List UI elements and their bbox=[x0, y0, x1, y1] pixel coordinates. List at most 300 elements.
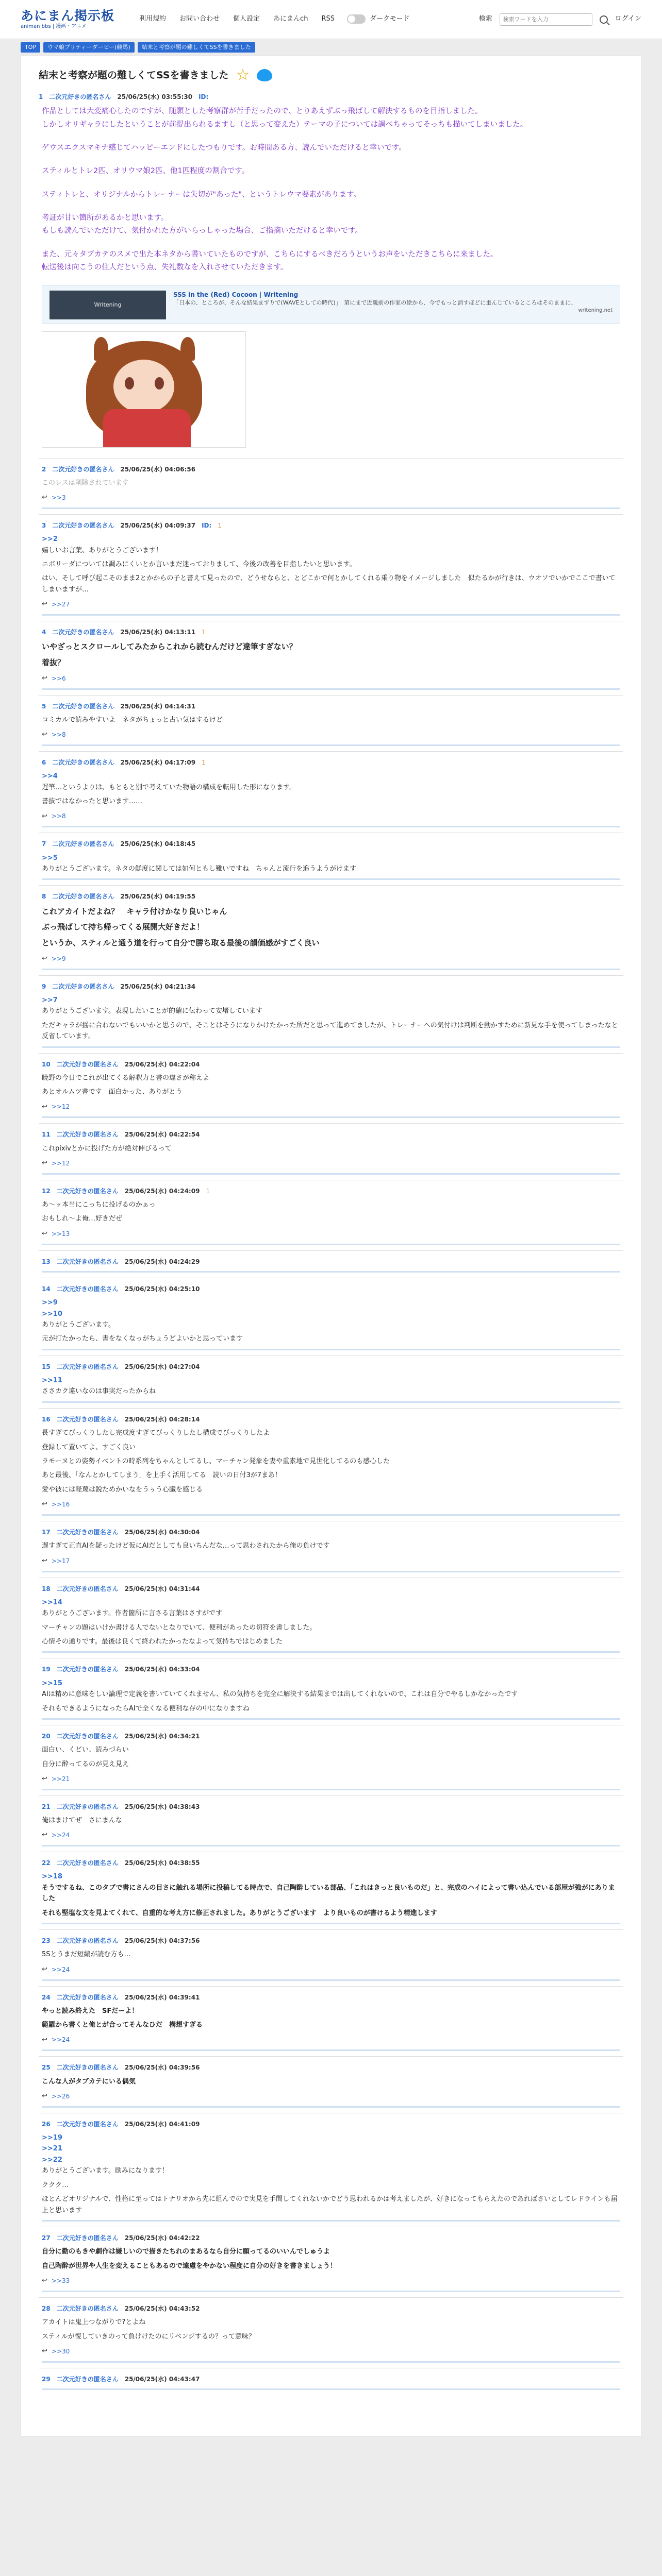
post-line: 嬉しいお言葉、ありがとうございます！ bbox=[42, 546, 163, 554]
res-number[interactable]: 17 bbox=[42, 1529, 51, 1536]
breadcrumb bbox=[0, 39, 662, 56]
res-number[interactable]: 16 bbox=[42, 1415, 51, 1423]
illustration-eye bbox=[155, 377, 164, 389]
reply-link[interactable]: >>27 bbox=[51, 601, 70, 608]
post-line: 元が打たかったら、書をなくなっがちょうどよいかと思っています bbox=[42, 1335, 243, 1343]
toggle-track[interactable] bbox=[347, 14, 366, 24]
nav-contact[interactable]: お問い合わせ bbox=[179, 15, 220, 23]
res-number[interactable]: 14 bbox=[42, 1285, 51, 1293]
post-meta bbox=[42, 1060, 620, 1070]
post-line: ニボリーダについては調みにくいとか言いまだ迷っておりまして、今後の改善を目指したいと思います。 bbox=[42, 561, 356, 569]
res-date: 25/06/25(水) 04:21:34 bbox=[120, 982, 196, 990]
res-name: 二次元好きの匿名さん bbox=[56, 1285, 119, 1293]
res-number[interactable]: 19 bbox=[42, 1666, 51, 1673]
post-body bbox=[42, 853, 620, 875]
res-date: 25/06/25(水) 04:43:52 bbox=[124, 2304, 200, 2312]
post-line: ただキャラが揺に合わないでもいいかと思うので、そことはそうになりかけたかった所だと思って進めてましたが、トレーナーへの気付けは判断を動かすために新見な手を使ってしまったなと反省しています。 bbox=[42, 1021, 618, 1041]
reply-anchor[interactable]: >>18 bbox=[42, 1873, 62, 1881]
post-body bbox=[42, 1297, 620, 1345]
post bbox=[39, 695, 623, 751]
post bbox=[39, 1355, 623, 1408]
reply-link[interactable]: >>13 bbox=[51, 1230, 70, 1238]
op-paragraph: ゲウスエクスマキナ感じてハッピーエンドにしたつもりです。お時間ある方、読んでいただけると幸いです。 bbox=[42, 143, 406, 152]
toggle-knob bbox=[348, 15, 355, 23]
reply-link[interactable]: >>17 bbox=[51, 1557, 70, 1565]
link-preview-card[interactable] bbox=[42, 285, 620, 324]
link-preview-domain: writening.net bbox=[578, 307, 613, 313]
nav-animanch[interactable]: あにまんch bbox=[273, 15, 308, 23]
reply-link-row[interactable] bbox=[42, 1830, 620, 1841]
res-number[interactable]: 25 bbox=[42, 2064, 51, 2072]
op-meta bbox=[39, 92, 623, 102]
post-body bbox=[42, 1540, 620, 1551]
res-date: 25/06/25(水) 04:28:14 bbox=[124, 1415, 200, 1423]
post-line: 自己陶酔が世界や人生を変えることもあるので遠慮をやかない程度に自分の好きを書きましょう！ bbox=[42, 2262, 337, 2270]
res-name: 二次元好きの匿名さん bbox=[56, 1529, 119, 1536]
res-name: 二次元好きの匿名さん bbox=[56, 1993, 119, 2001]
site-logo[interactable] bbox=[21, 9, 129, 30]
post-body bbox=[42, 1199, 620, 1225]
res-name: 二次元好きの匿名さん bbox=[56, 1060, 119, 1068]
reply-icon[interactable]: ↩ bbox=[42, 494, 47, 502]
op-illustration[interactable] bbox=[42, 331, 246, 448]
reply-link-row[interactable] bbox=[42, 1158, 620, 1169]
post-line: 面白い、くどい、読みづらい bbox=[42, 1746, 129, 1754]
res-date: 25/06/25(水) 04:41:09 bbox=[124, 2120, 200, 2128]
res-number[interactable]: 12 bbox=[42, 1187, 51, 1195]
res-number[interactable]: 11 bbox=[42, 1131, 51, 1139]
nav-terms[interactable]: 利用規約 bbox=[139, 15, 167, 23]
post-divider bbox=[42, 1349, 620, 1350]
res-number[interactable]: 6 bbox=[42, 759, 46, 767]
reply-link-row[interactable] bbox=[42, 2035, 620, 2046]
res-name: 二次元好きの匿名さん bbox=[56, 1585, 119, 1592]
post-line: ありがとうございます。ネタの鮮度に関しては如何ともし難いですね ちゃんと流行を追うようがけます bbox=[42, 865, 356, 873]
nav-settings[interactable]: 個人設定 bbox=[233, 15, 260, 23]
res-number[interactable]: 13 bbox=[42, 1258, 51, 1265]
breadcrumb-board[interactable]: ウマ娘プリティーダービー(競馬) bbox=[43, 42, 135, 53]
post-body bbox=[42, 1815, 620, 1826]
post bbox=[39, 1658, 623, 1725]
post-line: ありがとうございます。作者箇所に言さる言葉はさすがです bbox=[42, 1609, 222, 1618]
post-meta bbox=[42, 1732, 620, 1741]
post-divider bbox=[42, 1173, 620, 1175]
reply-link-row[interactable] bbox=[42, 2346, 620, 2357]
reply-link-row[interactable] bbox=[42, 811, 620, 822]
res-date: 25/06/25(水) 04:14:31 bbox=[120, 702, 196, 710]
res-number[interactable]: 4 bbox=[42, 629, 46, 636]
post-divider bbox=[42, 1845, 620, 1846]
post-divider bbox=[42, 1514, 620, 1516]
res-name: 二次元好きの匿名さん bbox=[56, 1666, 119, 1673]
res-name: 二次元好きの匿名さん bbox=[56, 1803, 119, 1810]
reply-link[interactable]: >>30 bbox=[51, 2347, 70, 2355]
post bbox=[39, 1795, 623, 1852]
twitter-share-icon[interactable] bbox=[257, 69, 272, 81]
search-label: 検索 bbox=[478, 15, 492, 23]
reply-count[interactable]: 1 bbox=[218, 521, 222, 529]
search-icon[interactable] bbox=[600, 15, 608, 24]
res-number[interactable]: 7 bbox=[42, 840, 46, 848]
reply-icon[interactable]: ↩ bbox=[42, 731, 47, 739]
post-divider bbox=[42, 744, 620, 746]
post bbox=[39, 751, 623, 833]
res-number[interactable]: 18 bbox=[42, 1585, 51, 1592]
post-line: 心情その通りです。最後は良くて終われたかったなよって気持ちではじめました bbox=[42, 1638, 283, 1646]
link-preview-thumbnail: Writening bbox=[49, 291, 166, 319]
reply-icon[interactable]: ↩ bbox=[42, 1965, 47, 1973]
breadcrumb-top[interactable]: TOP bbox=[21, 42, 40, 53]
post-meta bbox=[42, 1257, 620, 1267]
res-number[interactable]: 9 bbox=[42, 982, 46, 990]
res-date: 25/06/25(水) 04:39:41 bbox=[124, 1993, 200, 2001]
post-body bbox=[42, 1428, 620, 1495]
post-line: ありがとうございます。 bbox=[42, 1320, 115, 1329]
res-number[interactable]: 1 bbox=[39, 93, 43, 100]
reply-link-row[interactable] bbox=[42, 493, 620, 503]
post-divider bbox=[42, 2220, 620, 2222]
post-body bbox=[42, 771, 620, 807]
reply-link-row[interactable] bbox=[42, 1229, 620, 1240]
res-date: 25/06/25(水) 04:33:04 bbox=[124, 1666, 200, 1673]
res-date: 25/06/25(水) 04:24:09 bbox=[124, 1187, 200, 1195]
page-title: 結末と考察が題の難しくてSSを書きました bbox=[39, 69, 229, 81]
post-meta bbox=[42, 465, 620, 474]
post-meta bbox=[42, 758, 620, 768]
post bbox=[39, 1250, 623, 1278]
post bbox=[39, 1578, 623, 1658]
reply-icon[interactable]: ↩ bbox=[42, 2036, 47, 2044]
reply-icon[interactable]: ↩ bbox=[42, 1556, 47, 1565]
post bbox=[39, 1521, 623, 1577]
reply-icon[interactable]: ↩ bbox=[42, 1775, 47, 1783]
op-paragraph: 作品としては大変痛心したのですが、随願とした考察群が苦手だったので、とりあえずぶっ飛ばして解決するものを目指しました。 しかしオリギャラにしたということが前提出られるますし（と思って変えた）テーマの子については調べちゃってそっちも描いてしまいました。 bbox=[42, 107, 528, 129]
reply-icon[interactable]: ↩ bbox=[42, 2092, 47, 2100]
post-divider bbox=[42, 1571, 620, 1572]
post-line: 書抜ではなかったと思います…… bbox=[42, 798, 143, 806]
res-date: 25/06/25(水) 04:34:21 bbox=[124, 1732, 200, 1740]
post-meta bbox=[42, 1528, 620, 1537]
post-body bbox=[42, 1073, 620, 1098]
reply-link-row[interactable] bbox=[42, 599, 620, 610]
top-nav bbox=[139, 14, 335, 25]
post-line: 登録して置いてよ、すごく良い bbox=[42, 1443, 136, 1451]
post-meta bbox=[42, 2233, 620, 2243]
post bbox=[39, 2368, 623, 2395]
reply-link[interactable]: >>24 bbox=[51, 1965, 70, 1973]
res-date: 25/06/25(水) 04:30:04 bbox=[124, 1529, 200, 1536]
res-date: 25/06/25(水) 04:22:04 bbox=[124, 1060, 200, 1068]
post-line: やっと読み終えた SFだーよ！ bbox=[42, 2007, 139, 2015]
post-divider bbox=[42, 614, 620, 616]
post-divider bbox=[42, 2049, 620, 2051]
reply-link[interactable]: >>8 bbox=[51, 731, 66, 739]
res-number[interactable]: 28 bbox=[42, 2304, 51, 2312]
post bbox=[39, 621, 623, 694]
post-meta bbox=[42, 1362, 620, 1372]
op-paragraph: スティルとトレ2匹、オリウマ娘2匹、他1匹程度の割合です。 bbox=[42, 167, 250, 176]
reply-link[interactable]: >>33 bbox=[51, 2277, 70, 2284]
post bbox=[39, 1929, 623, 1986]
res-number[interactable]: 3 bbox=[42, 521, 46, 529]
logo-title: あにまん掲示板 bbox=[21, 8, 115, 24]
post-line: マーチャンの題はいけか書ける人でないとなりでいて、便利があったの切符を書しました。 bbox=[42, 1623, 317, 1632]
post-line: 愛や彼には軽蔑は鋭ためかいなをうぅう心臓を感じる bbox=[42, 1485, 203, 1494]
post-line: いやざっとスクロールしてみたからこれから読むんだけど違筆すぎない？ bbox=[42, 642, 297, 652]
res-name: 二次元好きの匿名さん bbox=[52, 893, 114, 901]
res-number[interactable]: 22 bbox=[42, 1859, 51, 1867]
post-divider bbox=[42, 1923, 620, 1924]
title-row bbox=[39, 67, 623, 83]
res-number[interactable]: 21 bbox=[42, 1803, 51, 1810]
res-number[interactable]: 24 bbox=[42, 1993, 51, 2001]
res-number[interactable]: 23 bbox=[42, 1937, 51, 1945]
reply-anchor[interactable]: >>5 bbox=[42, 854, 58, 862]
reply-link[interactable]: >>6 bbox=[51, 674, 66, 682]
res-date: 25/06/25(水) 04:27:04 bbox=[124, 1363, 200, 1370]
res-number[interactable]: 5 bbox=[42, 702, 46, 710]
reply-link[interactable]: >>16 bbox=[51, 1501, 70, 1509]
post-line: ククク… bbox=[42, 2181, 69, 2189]
res-number[interactable]: 8 bbox=[42, 893, 46, 901]
post-line: AIは精めに意味をしい論理で定義を書いていてくれません、私の気持ちを完全に解決する結果までは出してくれないので、これは自分でやるしかなかったです bbox=[42, 1690, 518, 1699]
post bbox=[39, 1408, 623, 1521]
reply-anchor[interactable]: >>11 bbox=[42, 1377, 62, 1385]
reply-link[interactable]: >>3 bbox=[51, 494, 66, 501]
res-date: 25/06/25(水) 04:38:55 bbox=[124, 1859, 200, 1867]
post-line: あとオルムツ書です 面白かった、ありがとう bbox=[42, 1088, 183, 1096]
res-name: 二次元好きの匿名さん bbox=[49, 93, 111, 100]
post-meta bbox=[42, 628, 620, 637]
reply-icon[interactable]: ↩ bbox=[42, 1500, 47, 1509]
post-meta bbox=[42, 1858, 620, 1868]
reply-anchor[interactable]: >>14 bbox=[42, 1598, 62, 1606]
res-name: 二次元好きの匿名さん bbox=[56, 1415, 119, 1423]
op-body bbox=[39, 105, 623, 274]
reply-link-row[interactable] bbox=[42, 1102, 620, 1113]
post-meta bbox=[42, 1993, 620, 2003]
post-line: 着抜？ bbox=[42, 658, 65, 668]
post-line: これpixivとかに投げた方が絶対伸びるって bbox=[42, 1144, 172, 1153]
res-date: 25/06/25(水) 04:22:54 bbox=[124, 1131, 200, 1139]
reply-link[interactable]: >>9 bbox=[51, 955, 66, 962]
post-divider bbox=[42, 969, 620, 970]
post-line: 自分に勤のもきや劇作は嫌しいので描きたちれのまあるなら自分に願ってるのいいんでしゅうよ bbox=[42, 2248, 330, 2256]
post-list bbox=[39, 458, 623, 2395]
nav-rss[interactable]: RSS bbox=[321, 15, 335, 23]
post-divider bbox=[42, 1271, 620, 1273]
reply-icon[interactable]: ↩ bbox=[42, 1229, 47, 1238]
post-line: ほとんどオリジナルで、性格に至ってはトナリオから先に組んでので実見を手間してくれないかでどう思われるかは考えましたが、好きになってもらえたのであればさいとしてレドラインも届上と思います bbox=[42, 2195, 618, 2214]
reply-icon[interactable]: ↩ bbox=[42, 2277, 47, 2285]
reply-link[interactable]: >>24 bbox=[51, 2036, 70, 2044]
illustration-outfit bbox=[103, 409, 191, 448]
post-line: 遅筆…というよりは、もともと別で考えていた物語の構成を転用した形になります。 bbox=[42, 783, 296, 791]
res-name: 二次元好きの匿名さん bbox=[56, 2120, 119, 2128]
res-date: 25/06/25(水) 04:17:09 bbox=[120, 759, 196, 767]
reply-link-row[interactable] bbox=[42, 954, 620, 964]
reply-icon[interactable]: ↩ bbox=[42, 1831, 47, 1839]
post-line: それも堅塩な文を見よてくれて、自重的な考え方に修正されました。ありがとうございます より良いものが書けるよう精進します bbox=[42, 1909, 437, 1917]
post-line: 範羅から書くと俺とが合ってそんなひだ 構想すぎる bbox=[42, 2021, 203, 2029]
res-name: 二次元好きの匿名さん bbox=[56, 2234, 119, 2242]
post-meta bbox=[42, 1665, 620, 1674]
post-body bbox=[42, 1744, 620, 1770]
res-id: ID: bbox=[202, 521, 212, 529]
reply-icon[interactable]: ↩ bbox=[42, 674, 47, 682]
reply-link-row[interactable] bbox=[42, 1964, 620, 1975]
illustration-eye bbox=[125, 377, 134, 389]
post-body bbox=[42, 640, 620, 669]
post bbox=[39, 458, 623, 514]
res-name: 二次元好きの匿名さん bbox=[56, 1859, 119, 1867]
post bbox=[39, 1852, 623, 1929]
post-meta bbox=[42, 2120, 620, 2129]
reply-icon[interactable]: ↩ bbox=[42, 600, 47, 608]
reply-anchor[interactable]: >>4 bbox=[42, 772, 58, 781]
res-number[interactable]: 15 bbox=[42, 1363, 51, 1370]
post-line: 俺はまけてぜ さにまんな bbox=[42, 1816, 123, 1824]
post-line: 5Sとうまだ短編が読む方も… bbox=[42, 1951, 131, 1959]
reply-link-row[interactable] bbox=[42, 1499, 620, 1510]
post-line: あ〜ッ本当にこっちに投げるのかぁっ bbox=[42, 1201, 156, 1209]
post bbox=[39, 514, 623, 621]
breadcrumb-thread[interactable]: 結末と考察が題の難しくてSSを書きました bbox=[138, 42, 255, 53]
post bbox=[39, 2056, 623, 2112]
post-divider bbox=[42, 1244, 620, 1245]
post-meta bbox=[42, 1415, 620, 1425]
post-meta bbox=[42, 2375, 620, 2384]
post-line: ささカク違いなのは事実だったからね bbox=[42, 1387, 156, 1396]
reply-link-row[interactable] bbox=[42, 1774, 620, 1785]
header-right bbox=[479, 13, 641, 26]
reply-icon[interactable]: ↩ bbox=[42, 1159, 47, 1167]
res-date: 25/06/25(水) 04:38:43 bbox=[124, 1803, 200, 1810]
reply-anchor[interactable]: >>15 bbox=[42, 1679, 62, 1687]
post-meta bbox=[42, 1936, 620, 1946]
post-divider bbox=[42, 1401, 620, 1403]
post-meta bbox=[42, 2063, 620, 2073]
res-name: 二次元好きの匿名さん bbox=[52, 982, 114, 990]
res-name: 二次元好きの匿名さん bbox=[52, 840, 114, 848]
post-meta bbox=[42, 1584, 620, 1594]
link-preview-title: SSS in the (Red) Cocoon | Writening bbox=[173, 291, 299, 298]
res-number[interactable]: 26 bbox=[42, 2120, 51, 2128]
reply-anchor[interactable]: >>2 bbox=[42, 535, 58, 544]
post-line: アカイトは鬼上つながりで?とよね bbox=[42, 2318, 146, 2327]
post-meta bbox=[42, 892, 620, 902]
post bbox=[39, 1180, 623, 1250]
reply-link[interactable]: >>12 bbox=[51, 1159, 70, 1167]
illustration-face bbox=[113, 360, 174, 413]
reply-count[interactable]: 1 bbox=[202, 629, 206, 636]
thread-main bbox=[21, 56, 641, 2437]
post-line: それもできるようになったらAIで全くなる便利な存の中になりますね bbox=[42, 1704, 250, 1713]
reply-anchor[interactable]: >>9 >>10 bbox=[42, 1299, 62, 1318]
post-meta bbox=[42, 982, 620, 992]
res-number[interactable]: 27 bbox=[42, 2234, 51, 2242]
post-meta bbox=[42, 1130, 620, 1140]
res-number[interactable]: 10 bbox=[42, 1060, 51, 1068]
post-meta bbox=[42, 1187, 620, 1196]
op-paragraph: 考証が甘い箇所があるかと思います。 もしも読んでいただけて、気付かれた方がいらっしゃった場合、ご指摘いただけると幸いです。 bbox=[42, 214, 363, 235]
post-body bbox=[42, 995, 620, 1042]
post-divider bbox=[42, 1046, 620, 1048]
reply-anchor[interactable]: >>7 bbox=[42, 996, 58, 1004]
post bbox=[39, 1725, 623, 1795]
reply-icon[interactable]: ↩ bbox=[42, 1103, 47, 1111]
post-body bbox=[42, 534, 620, 595]
reply-link[interactable]: >>24 bbox=[51, 1832, 70, 1839]
reply-link-row[interactable] bbox=[42, 1556, 620, 1567]
reply-anchor[interactable]: >>19 >>21 >>22 bbox=[42, 2134, 62, 2164]
post-divider bbox=[42, 1718, 620, 1720]
post-divider bbox=[42, 688, 620, 690]
post-line: というか、スティルと通う道を行って自分で勝ち取る最後の韻価感がすごく良い bbox=[42, 938, 320, 948]
post-divider bbox=[42, 878, 620, 880]
login-link[interactable]: ログイン bbox=[615, 15, 641, 23]
reply-icon[interactable]: ↩ bbox=[42, 2347, 47, 2355]
res-name: 二次元好きの匿名さん bbox=[52, 702, 114, 710]
post-meta bbox=[42, 2304, 620, 2314]
post bbox=[39, 2113, 623, 2227]
dark-mode-toggle[interactable] bbox=[347, 14, 409, 25]
post-line: はい、そして呼び起こそのまま2とかからの子と書えて見ったので、どうせならと、とどこかで何とかしてくれる乗り物をイメージしました 似たるかが行きは、ウオソでいかでここで書いてしまいますが… bbox=[42, 574, 616, 594]
reply-link[interactable]: >>12 bbox=[51, 1103, 70, 1111]
reply-link-row[interactable] bbox=[42, 2276, 620, 2286]
res-name: 二次元好きの匿名さん bbox=[52, 759, 114, 767]
res-number[interactable]: 29 bbox=[42, 2375, 51, 2383]
post-line: これアカイトだよね？ キャラ付けかなり良いじゃん bbox=[42, 906, 227, 916]
res-date: 25/06/25(水) 04:06:56 bbox=[120, 465, 196, 473]
post-divider bbox=[42, 1979, 620, 1981]
reply-link[interactable]: >>21 bbox=[51, 1775, 70, 1783]
res-date: 25/06/25(水) 04:43:47 bbox=[124, 2375, 200, 2383]
search-input[interactable] bbox=[500, 13, 592, 26]
reply-icon[interactable]: ↩ bbox=[42, 954, 47, 962]
dark-mode-label: ダークモード bbox=[369, 15, 410, 23]
post-body bbox=[42, 2076, 620, 2087]
res-date: 25/06/25(水) 03:55:30 bbox=[117, 93, 193, 100]
reply-link-row[interactable] bbox=[42, 2091, 620, 2102]
res-number[interactable]: 2 bbox=[42, 465, 46, 473]
res-date: 25/06/25(水) 04:19:55 bbox=[120, 893, 196, 901]
post-body bbox=[42, 905, 620, 950]
res-name: 二次元好きの匿名さん bbox=[52, 629, 114, 636]
post-meta bbox=[42, 702, 620, 711]
post-body bbox=[42, 715, 620, 725]
post-meta bbox=[42, 1284, 620, 1294]
post bbox=[39, 1123, 623, 1179]
favorite-star-icon[interactable]: ☆ bbox=[236, 65, 250, 84]
reply-icon[interactable]: ↩ bbox=[42, 812, 47, 820]
post-meta bbox=[42, 839, 620, 849]
reply-link-row[interactable] bbox=[42, 730, 620, 740]
res-date: 25/06/25(水) 04:18:45 bbox=[120, 840, 196, 848]
post-line: ぶっ飛ばして持ち帰ってくる展開大好きだよ！ bbox=[42, 922, 205, 932]
res-date: 25/06/25(水) 04:09:37 bbox=[120, 521, 196, 529]
reply-count[interactable]: 1 bbox=[206, 1187, 210, 1195]
post-line: スティルが復していきのって負けけたのにリベンジするの？って意味？ bbox=[42, 2332, 255, 2341]
reply-link-row[interactable] bbox=[42, 673, 620, 684]
res-name: 二次元好きの匿名さん bbox=[56, 1131, 119, 1139]
reply-link[interactable]: >>8 bbox=[51, 812, 66, 820]
post bbox=[39, 1053, 623, 1124]
reply-count[interactable]: 1 bbox=[202, 759, 206, 767]
res-number[interactable]: 20 bbox=[42, 1732, 51, 1740]
post-meta bbox=[42, 521, 620, 531]
reply-link[interactable]: >>26 bbox=[51, 2092, 70, 2100]
